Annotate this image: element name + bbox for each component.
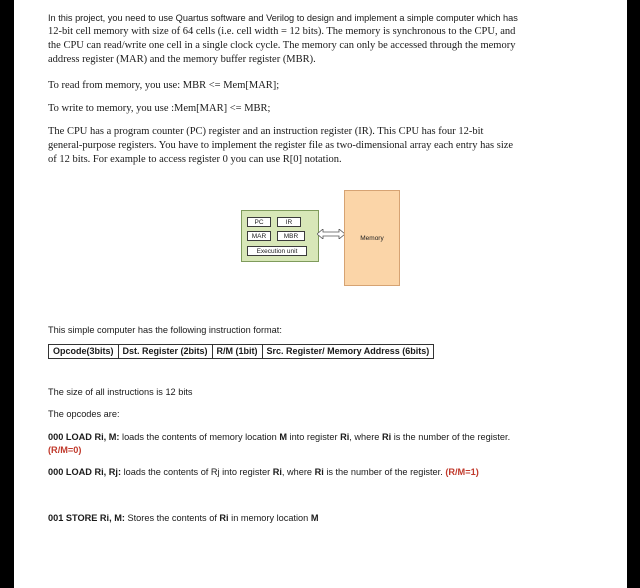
document-page [14, 0, 627, 588]
op2-bold-2: Ri [314, 467, 324, 477]
memory-label: Memory [360, 235, 384, 242]
size-line: The size of all instructions is 12 bits [48, 387, 193, 397]
op1-rm-flag: (R/M=0) [48, 445, 82, 455]
op1-text-4: is the number of the register. [391, 432, 511, 442]
memory-block [344, 190, 400, 286]
opcode-load-register [48, 466, 608, 479]
format-cell-rm: R/M (1bit) [213, 345, 263, 358]
opcode-store-head: 001 STORE Ri, M: [48, 513, 125, 523]
format-cell-dst-register: Dst. Register (2bits) [119, 345, 213, 358]
cpu-paragraph [48, 125, 608, 167]
execution-unit: Execution unit [247, 246, 307, 256]
opcodes-line: The opcodes are: [48, 409, 120, 419]
opcode-load-register-head: 000 LOAD Ri, Rj: [48, 467, 122, 477]
op1-text-2: into register [286, 432, 341, 442]
opcode-store [48, 512, 608, 525]
format-cell-src: Src. Register/ Memory Address (6bits) [266, 346, 430, 356]
op3-bold-1: Ri [219, 513, 229, 523]
instruction-format-table [48, 344, 434, 359]
bidirectional-arrow-icon [317, 229, 345, 239]
op2-text-3: is the number of the register. [323, 467, 446, 477]
opcode-load-memory [48, 431, 608, 457]
cpu-line-3: of 12 bits. For example to access register 0 you can use R[0] notation. [48, 154, 342, 165]
opcode-load-memory-head: 000 LOAD Ri, M: [48, 432, 120, 442]
pc-register: PC [247, 217, 271, 227]
read-instruction: To read from memory, you use: MBR <= Mem[MAR]; [48, 80, 280, 91]
cpu-block [241, 210, 319, 262]
intro-paragraph [48, 12, 608, 25]
op1-bold-2: Ri [340, 432, 350, 442]
cpu-line-2: general-purpose registers. You have to implement the register file as two-dimensional array each entry has size [48, 140, 514, 151]
format-intro: This simple computer has the following instruction format: [48, 325, 282, 335]
op2-bold-1: Ri [272, 467, 282, 477]
intro-line-4: address register (MAR) and the memory buffer register (MBR). [48, 54, 316, 65]
op2-text-1: loads the contents of Rj into register [121, 467, 273, 477]
op1-text-1: loads the contents of memory location [119, 432, 280, 442]
format-cell-opcode: Opcode(3bits) [49, 345, 119, 358]
intro-line-2: 12-bit cell memory with size of 64 cells (i.e. cell width = 12 bits). The memory is synchronous to the CPU, and [48, 26, 516, 37]
cpu-line-1: The CPU has a program counter (PC) register and an instruction register (IR). This CPU has four 12-bit [48, 126, 484, 137]
mar-register: MAR [247, 231, 271, 241]
op3-text-1: Stores the contents of [124, 513, 220, 523]
op2-text-2: , where [281, 467, 315, 477]
op1-bold-1: M [279, 432, 287, 442]
intro-line-3: the CPU can read/write one cell in a single clock cycle. The memory can only be accessed through the memory [48, 40, 516, 51]
write-instruction: To write to memory, you use :Mem[MAR] <= MBR; [48, 103, 271, 114]
mbr-register: MBR [277, 231, 305, 241]
intro-paragraph-body [48, 25, 608, 67]
op1-bold-3: Ri [381, 432, 392, 442]
intro-line-1: In this project, you need to use Quartus software and Verilog to design and implement a simple computer which has [48, 13, 518, 23]
op3-text-2: in memory location [228, 513, 311, 523]
op3-bold-2: M [310, 513, 319, 523]
op2-rm-flag: (R/M=1) [445, 467, 479, 477]
ir-register: IR [277, 217, 301, 227]
op1-text-3: , where [349, 432, 382, 442]
